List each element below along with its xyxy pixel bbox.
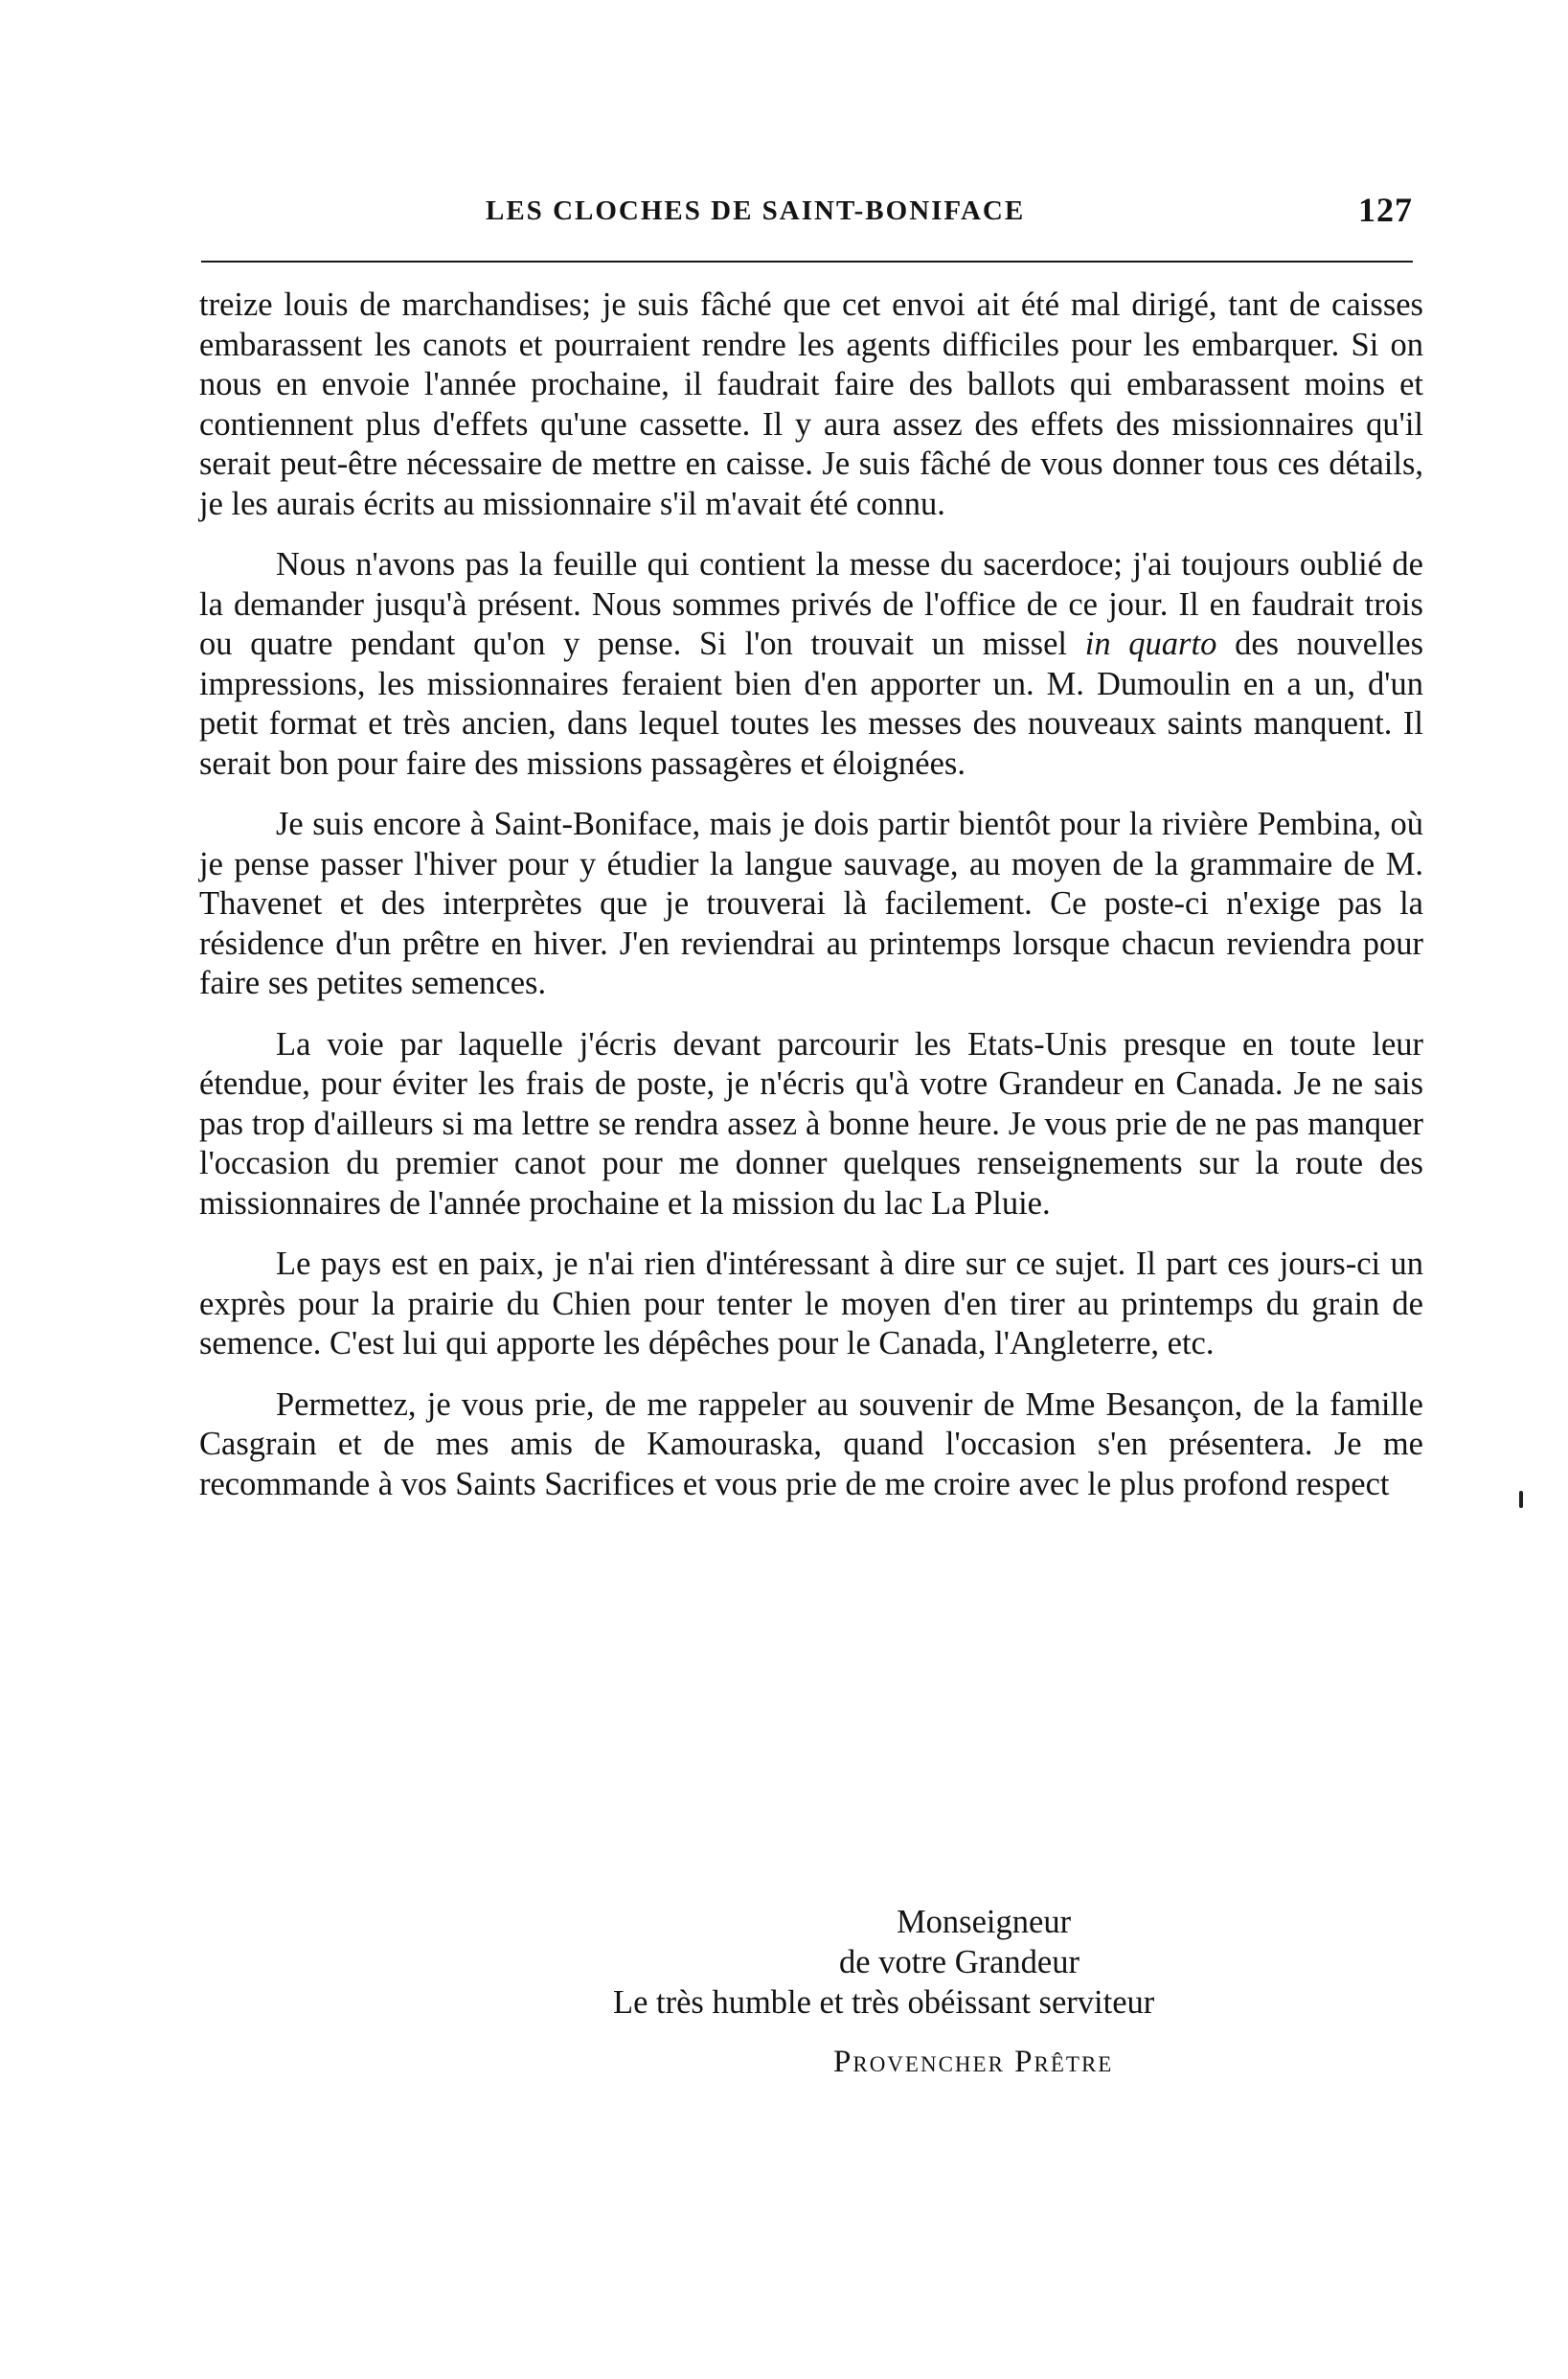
- paragraph-3-text: Je suis encore à Saint-Boniface, mais je dois partir bientôt pour la rivière Pembina, où je pense passer l'hiver pour y étudier la langue sauvage, au moyen de la grammaire de M. Thavenet et des interprètes que je trouverai là facilement. Ce poste-ci n'exige pas la résidence d'un prêtre en hiver. J'en reviendrai au printemps lorsque chacun reviendra pour faire ses petites semences.: [199, 806, 1423, 1001]
- paragraph-2-italic: in quarto: [1084, 626, 1217, 662]
- closing-salutation: Monseigneur: [897, 1904, 1072, 1940]
- margin-mark: [1519, 1491, 1523, 1508]
- paragraph-6-text: Permettez, je vous prie, de me rappeler au souvenir de Mme Besançon, de la famille Casgrain et de mes amis de Kamouraska, quand l'occasion s'en présentera. Je me recommande à vos Saints Sacrifices et vous prie de me croire avec le plus profond respect: [199, 1385, 1423, 1502]
- paragraph-1: [199, 286, 1423, 524]
- paragraph-2-tail: des nouvelles impressions, les missionnaires feraient bien d'en apporter un. M. Dumoulin en a un, d'un petit format et très ancien, dans lequel toutes les messes des nouveaux saints manquent. Il serait bon pour faire des missions passagères et éloignées.: [199, 626, 1424, 782]
- running-title: LES CLOCHES DE SAINT-BONIFACE: [486, 195, 1026, 226]
- page-number: 127: [1358, 191, 1413, 229]
- paragraph-2: [199, 545, 1423, 784]
- paragraph-3: [199, 805, 1423, 1004]
- closing-formula: Le très humble et très obéissant serviteur: [613, 1984, 1155, 2021]
- paragraph-5: [199, 1245, 1423, 1364]
- paragraph-4: [199, 1025, 1423, 1224]
- paragraph-6: [199, 1385, 1423, 1505]
- header-rule: [201, 261, 1413, 263]
- letter-body: [199, 286, 1423, 1525]
- running-head: [196, 188, 1413, 236]
- paragraph-4-text: La voie par laquelle j'écris devant parcourir les Etats-Unis presque en toute leur étendue, pour éviter les frais de poste, je n'écris qu'à votre Grandeur en Canada. Je ne sais pas trop d'ailleurs si ma lettre se rendra assez à bonne heure. Je vous prie de ne pas manquer l'occasion du premier canot pour me donner quelques renseignements sur la route des missionnaires de l'année prochaine et la mission du lac La Pluie.: [199, 1025, 1423, 1222]
- paragraph-2-text: Nous n'avons pas la feuille qui contient la messe du sacerdoce; j'ai toujours oublié de la demander jusqu'à présent. Nous sommes privés de l'office de ce jour. Il en faudrait trois ou quatre pendant qu'on y pense. Si l'on trouvait un missel: [199, 546, 1423, 662]
- closing-address: de votre Grandeur: [839, 1944, 1079, 1980]
- paragraph-1-text: treize louis de marchandises; je suis fâché que cet envoi ait été mal dirigé, tant de caisses embarassent les canots et pourraient rendre les agents difficiles pour les embarquer. Si on nous en envoie l'année prochaine, il faudrait faire des ballots qui embarassent moins et contiennent plus d'effets qu'une cassette. Il y aura assez des effets des missionnaires qu'il serait peut-être nécessaire de mettre en caisse. Je suis fâché de vous donner tous ces détails, je les aurais écrits au missionnaire s'il m'avait été connu.: [199, 286, 1423, 522]
- letter-closing: [199, 1902, 1423, 2082]
- signature: Provencher Prêtre: [833, 2045, 1114, 2079]
- paragraph-5-text: Le pays est en paix, je n'ai rien d'intéressant à dire sur ce sujet. Il part ces jours-ci un exprès pour la prairie du Chien pour tenter le moyen d'en tirer au printemps du grain de semence. C'est lui qui apporte les dépêches pour le Canada, l'Angleterre, etc.: [199, 1246, 1423, 1361]
